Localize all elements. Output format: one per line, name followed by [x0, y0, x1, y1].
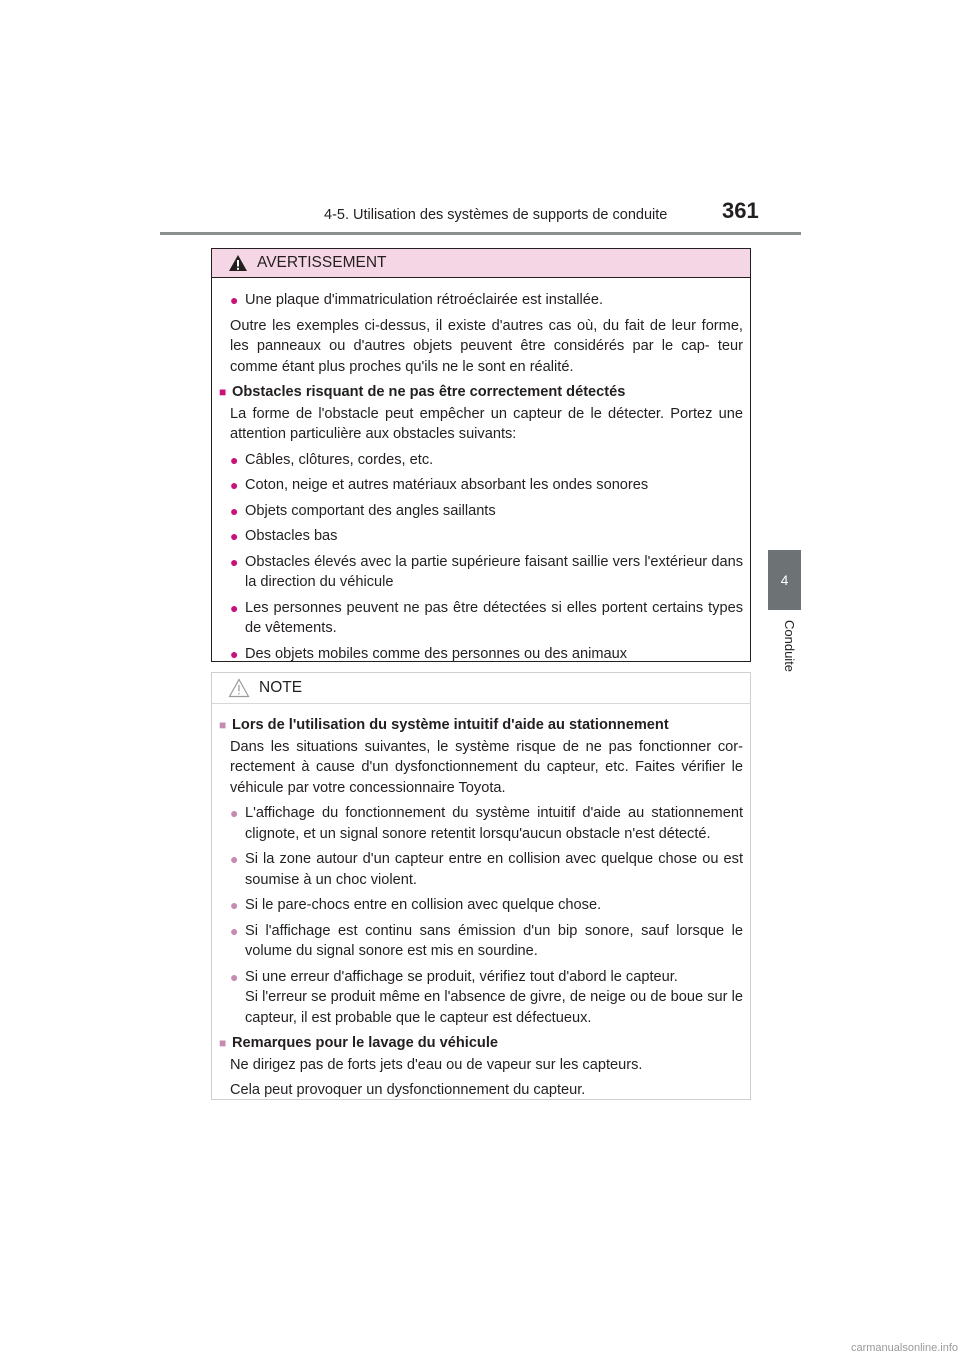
- bullet-dot-icon: ●: [230, 502, 239, 519]
- paragraph: Outre les exemples ci-dessus, il existe d'autres cas où, du fait de leur forme, les panneaux ou d'autres objets peuvent être considérés par le cap- teur comme étant plus proches qu'ils ne le sont en réalité.: [230, 317, 743, 375]
- bullet-dot-icon: ●: [230, 292, 239, 308]
- bullet-dot-icon: ●: [230, 451, 239, 468]
- list-item: ● L'affichage du fonctionnement du système intuitif d'aide au stationnement clignote, et un signal sonore retentit lorsqu'aucun obstacle n'est détecté.: [230, 803, 743, 844]
- note-box: [211, 672, 751, 1100]
- warning-triangle-icon: [228, 254, 248, 272]
- paragraph: Cela peut provoquer un dysfonctionnement du capteur.: [230, 1082, 586, 1098]
- list-item: ● Obstacles bas: [230, 526, 743, 547]
- list-item: ● Si le pare-chocs entre en collision avec quelque chose.: [230, 895, 743, 916]
- warning-header: [212, 249, 750, 278]
- list-item: ● Une plaque d'immatriculation rétroéclairée est installée.: [230, 290, 743, 311]
- list-item: ● Objets comportant des angles saillants: [230, 501, 743, 522]
- section-heading: ■ Lors de l'utilisation du système intuitif d'aide au stationnement: [219, 715, 743, 736]
- list-item: ● Si la zone autour d'un capteur entre en collision avec quelque chose ou est soumise à un choc violent.: [230, 849, 743, 890]
- bullet-dot-icon: ●: [230, 897, 239, 913]
- bullet-dot-icon: ●: [230, 805, 239, 821]
- paragraph: La forme de l'obstacle peut empêcher un capteur de le détecter. Portez une attention particulière aux obstacles suivants:: [230, 405, 743, 442]
- watermark: carmanualsonline.info: [850, 1342, 958, 1354]
- bullet-dot-icon: ●: [230, 477, 239, 493]
- list-item: ● Les personnes peuvent ne pas être détectées si elles portent certains types de vêtements.: [230, 598, 743, 639]
- bullet-dot-icon: ●: [230, 851, 239, 867]
- square-bullet-icon: ■: [219, 718, 227, 732]
- paragraph: Ne dirigez pas de forts jets d'eau ou de vapeur sur les capteurs.: [230, 1056, 643, 1073]
- list-item-line: Si une erreur d'affichage se produit, vérifiez tout d'abord le capteur.: [245, 968, 678, 985]
- caution-triangle-icon: [228, 678, 250, 698]
- section-title: 4-5. Utilisation des systèmes de supports de conduite: [324, 207, 668, 223]
- list-item: ● Obstacles élevés avec la partie supérieure faisant saillie vers l'extérieur dans la direction du véhicule: [230, 552, 743, 593]
- chapter-label: Conduite: [782, 620, 797, 673]
- warning-title: AVERTISSEMENT: [257, 253, 387, 271]
- warning-box: [211, 248, 751, 662]
- paragraph: Dans les situations suivantes, le système risque de ne pas fonctionner cor- rectement à cause d'un dysfonctionnement du capteur, etc. Faites vérifier le véhicule par votre concessionnaire Toyota.: [230, 738, 743, 796]
- bullet-dot-icon: ●: [230, 553, 239, 570]
- page-number: 361: [722, 198, 759, 223]
- bullet-dot-icon: ●: [230, 922, 239, 939]
- section-heading: ■ Remarques pour le lavage du véhicule: [219, 1033, 743, 1054]
- bullet-dot-icon: ●: [230, 599, 239, 616]
- header-rule: [160, 232, 801, 235]
- note-header: [212, 673, 750, 704]
- bullet-dot-icon: ●: [230, 968, 239, 985]
- list-item: ● Câbles, clôtures, cordes, etc.: [230, 450, 743, 471]
- list-item-line: Si l'erreur se produit même en l'absence de givre, de neige ou de boue sur le capteur, il est probable que le capteur est défectueux.: [245, 989, 743, 1026]
- section-heading: ■ Obstacles risquant de ne pas être correctement détectés: [219, 382, 743, 403]
- bullet-dot-icon: ●: [230, 528, 239, 544]
- list-item: [230, 967, 743, 1029]
- square-bullet-icon: ■: [219, 1036, 227, 1050]
- list-item: ● Des objets mobiles comme des personnes ou des animaux: [230, 644, 743, 665]
- bullet-dot-icon: ●: [230, 645, 239, 662]
- list-item: ● Si l'affichage est continu sans émission d'un bip sonore, sauf lorsque le volume du signal sonore est mis en sourdine.: [230, 921, 743, 962]
- square-bullet-icon: ■: [219, 385, 227, 399]
- list-item: ● Coton, neige et autres matériaux absorbant les ondes sonores: [230, 475, 743, 496]
- note-title: NOTE: [259, 678, 303, 696]
- chapter-tab: 4: [768, 550, 801, 610]
